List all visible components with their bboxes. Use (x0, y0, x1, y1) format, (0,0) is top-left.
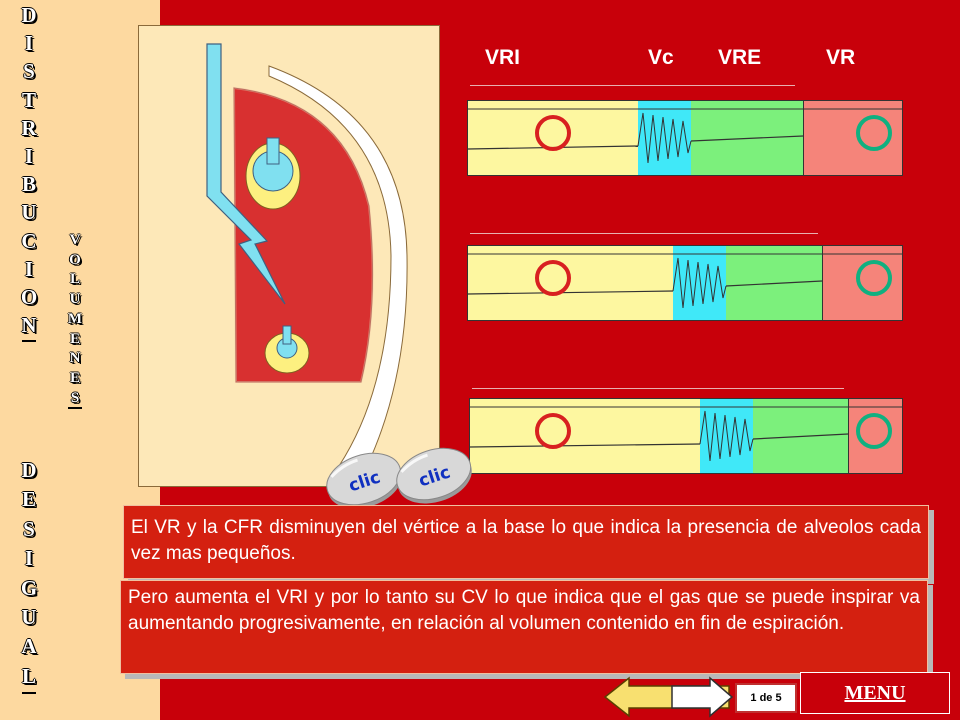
sidebar-letter: C (21, 228, 37, 253)
sidebar-letter: E (21, 487, 36, 512)
sidebar-letter: E (69, 330, 80, 347)
sidebar-letter: G (20, 575, 38, 600)
sidebar-letter: E (69, 369, 80, 386)
sidebar-letter: O (69, 251, 81, 268)
sidebar-letter: A (21, 634, 37, 659)
sidebar-letter: M (67, 310, 83, 327)
sidebar-letter: N (21, 313, 37, 338)
marker-circle (535, 260, 571, 296)
marker-circle (535, 413, 571, 449)
clic-label: clic (346, 467, 383, 497)
sidebar-letter: T (21, 87, 36, 112)
sidebar-letter: L (21, 663, 36, 688)
marker-circle (856, 115, 892, 151)
sidebar-letter: O (20, 285, 38, 309)
volume-bar-middle (467, 245, 903, 321)
volume-bar-apex (467, 100, 903, 176)
sidebar-letter: U (21, 200, 37, 225)
sidebar-letter: V (69, 232, 81, 248)
sidebar-letter: S (23, 516, 35, 541)
marker-circle (535, 115, 571, 151)
sidebar-letter: D (21, 458, 37, 482)
clic-label: clic (416, 462, 453, 492)
sidebar-letter: I (24, 31, 34, 56)
marker-circle (856, 413, 892, 449)
sidebar-letter: I (24, 144, 34, 168)
next-arrow-icon[interactable] (670, 676, 734, 718)
sidebar-letter: I (24, 546, 34, 571)
mouse-icon (388, 440, 480, 510)
sidebar-letter: S (70, 389, 80, 406)
sidebar-letter: R (21, 115, 37, 140)
marker-circle (856, 260, 892, 296)
sidebar-letter: D (21, 3, 37, 27)
sidebar-letter: L (69, 271, 80, 288)
sidebar-letter: N (69, 350, 81, 367)
volume-bar-base (469, 398, 903, 474)
lung-diagram-panel (138, 25, 440, 487)
clic-button-right[interactable] (388, 440, 480, 510)
separator-line (470, 233, 818, 234)
spirometry-trace (468, 101, 902, 175)
lung-diagram (139, 26, 439, 486)
explanation-text-1: El VR y la CFR disminuyen del vértice a la base lo que indica la presencia de alveolos cada vez mas pequeños. (123, 505, 929, 579)
menu-button[interactable]: MENU (800, 672, 950, 714)
explanation-text-2: Pero aumenta el VRI y por lo tanto su CV lo que indica que el gas que se puede inspirar va aumentando progresivamente, en relación al volumen contenido en fin de espiración. (120, 580, 928, 674)
title-underline (22, 692, 36, 694)
sidebar-letter: U (69, 291, 81, 308)
header-vri: VRI (485, 46, 521, 69)
separator-line (470, 85, 795, 86)
header-vre: VRE (718, 46, 762, 69)
header-vr: VR (826, 46, 856, 69)
sidebar-letter: B (21, 172, 36, 197)
title-underline (68, 407, 82, 409)
header-vc: Vc (648, 46, 674, 69)
title-underline (22, 340, 36, 342)
sidebar-letter: U (21, 605, 37, 629)
spirometry-trace (468, 246, 902, 320)
sidebar-letter: I (24, 256, 34, 281)
separator-line (472, 388, 844, 389)
page-indicator: 1 de 5 (735, 683, 797, 713)
sidebar-letter: S (23, 59, 35, 84)
